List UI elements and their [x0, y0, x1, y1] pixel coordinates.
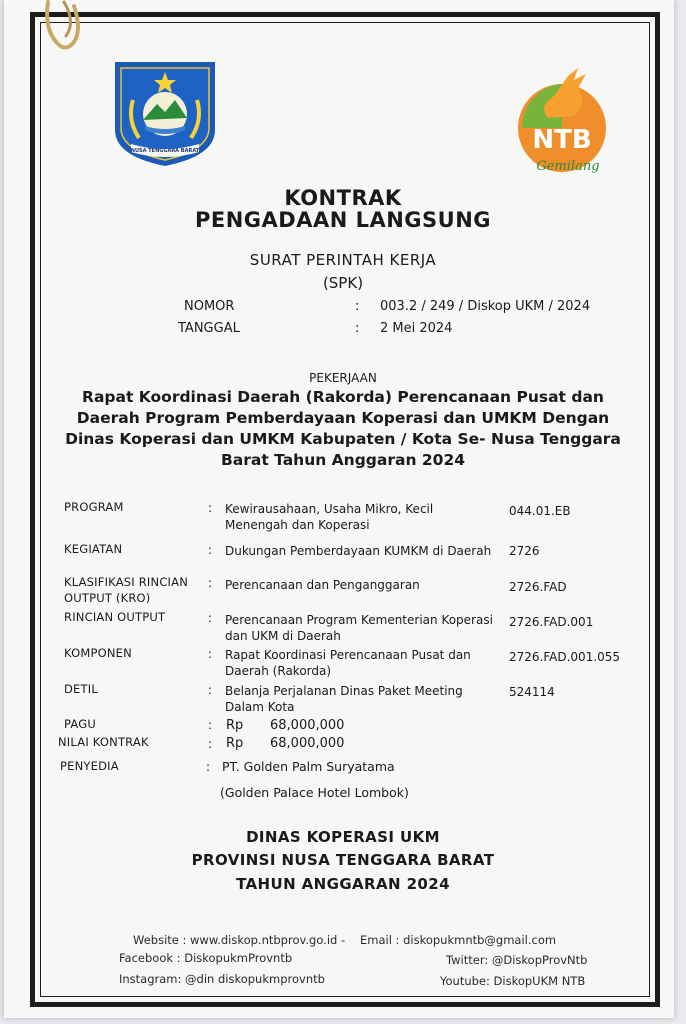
- kegiatan-separator: :: [208, 543, 213, 557]
- penyedia-name: PT. Golden Palm Suryatama: [222, 759, 395, 774]
- pekerjaan-title: Rapat Koordinasi Daerah (Rakorda) Perencanaan Pusat dan Daerah Program Pemberdayaan Koperasi dan UMKM Dengan Dinas Koperasi dan UMKM Kabupaten / Kota Se- Nusa Tenggara Barat Tahun Anggaran 2024: [65, 388, 621, 469]
- contact-instagram: Instagram: @din diskopukmprovntb: [119, 972, 325, 986]
- nilai-kontrak-currency: Rp: [226, 736, 244, 751]
- ntb-province-emblem: [113, 60, 217, 168]
- komponen-label: KOMPONEN: [64, 646, 132, 660]
- kro-code: 2726.FAD: [509, 580, 567, 594]
- tanggal-separator: :: [355, 321, 360, 336]
- footer-agency: DINAS KOPERASI UKM: [246, 828, 440, 846]
- contract-title: KONTRAK: [284, 186, 402, 210]
- program-separator: :: [208, 501, 213, 515]
- penyedia-separator: :: [206, 760, 211, 774]
- nomor-separator: :: [355, 299, 360, 314]
- rincian-output-code: 2726.FAD.001: [509, 615, 594, 629]
- pagu-label: PAGU: [64, 717, 96, 731]
- contact-facebook: Facebook : DiskopukmProvntb: [119, 951, 293, 965]
- tanggal-label: TANGGAL: [178, 321, 240, 336]
- rincian-output-label: RINCIAN OUTPUT: [64, 610, 166, 624]
- detil-separator: :: [208, 683, 213, 697]
- program-text-2: Menengah dan Koperasi: [225, 518, 370, 532]
- ntb-logo-text: NTB: [532, 125, 592, 155]
- nomor-value: 003.2 / 249 / Diskop UKM / 2024: [380, 299, 591, 314]
- penyedia-label: PENYEDIA: [60, 759, 119, 773]
- komponen-separator: :: [208, 647, 213, 661]
- contact-twitter: Twitter: @DiskopProvNtb: [446, 953, 588, 967]
- kegiatan-code: 2726: [509, 544, 540, 558]
- program-text-1: Kewirausahaan, Usaha Mikro, Kecil: [225, 502, 434, 516]
- pagu-amount: 68,000,000: [270, 718, 345, 733]
- footer-province: PROVINSI NUSA TENGGARA BARAT: [191, 851, 495, 869]
- spk-abbreviation: (SPK): [322, 274, 364, 292]
- rincian-output-separator: :: [208, 611, 213, 625]
- komponen-text-1: Rapat Koordinasi Perencanaan Pusat dan: [225, 648, 471, 662]
- pagu-currency: Rp: [226, 718, 244, 733]
- footer-year: TAHUN ANGGARAN 2024: [236, 875, 450, 893]
- rincian-output-text-1: Perencanaan Program Kementerian Koperasi: [225, 613, 493, 627]
- pekerjaan-label: PEKERJAAN: [309, 371, 377, 385]
- kro-separator: :: [208, 576, 213, 590]
- contract-type-title: PENGADAAN LANGSUNG: [194, 208, 492, 232]
- ntb-logo-tagline: Gemilang: [536, 159, 600, 174]
- kro-text: Perencanaan dan Penganggaran: [225, 578, 420, 592]
- contact-website: Website : www.diskop.ntbprov.go.id -: [133, 933, 346, 947]
- detil-code: 524114: [509, 685, 555, 699]
- kegiatan-label: KEGIATAN: [64, 542, 123, 556]
- program-code: 044.01.EB: [509, 504, 571, 518]
- kegiatan-text: Dukungan Pemberdayaan KUMKM di Daerah: [225, 544, 492, 558]
- contact-email: Email : diskopukmntb@gmail.com: [360, 933, 557, 947]
- nomor-label: NOMOR: [184, 299, 235, 314]
- nilai-kontrak-separator: :: [208, 737, 213, 751]
- tanggal-value: 2 Mei 2024: [380, 321, 453, 336]
- pagu-separator: :: [208, 718, 213, 732]
- kro-label-2: OUTPUT (KRO): [64, 591, 151, 605]
- paper-clip-icon: [36, 0, 96, 52]
- program-label: PROGRAM: [64, 500, 124, 514]
- ntb-gemilang-logo: [508, 66, 618, 182]
- emblem-caption: NUSA TENGGARA BARAT: [130, 148, 200, 154]
- spk-title: SURAT PERINTAH KERJA: [249, 251, 437, 269]
- penyedia-note: (Golden Palace Hotel Lombok): [220, 785, 409, 800]
- komponen-code: 2726.FAD.001.055: [509, 650, 621, 664]
- detil-text-1: Belanja Perjalanan Dinas Paket Meeting: [225, 684, 463, 698]
- rincian-output-text-2: dan UKM di Daerah: [225, 629, 341, 643]
- contact-youtube: Youtube: DiskopUKM NTB: [440, 974, 586, 988]
- kro-label: KLASIFIKASI RINCIAN: [64, 575, 189, 589]
- detil-text-2: Dalam Kota: [225, 700, 295, 714]
- detil-label: DETIL: [64, 682, 98, 696]
- nilai-kontrak-amount: 68,000,000: [270, 736, 345, 751]
- komponen-text-2: Daerah (Rakorda): [225, 664, 332, 678]
- nilai-kontrak-label: NILAI KONTRAK: [58, 735, 149, 749]
